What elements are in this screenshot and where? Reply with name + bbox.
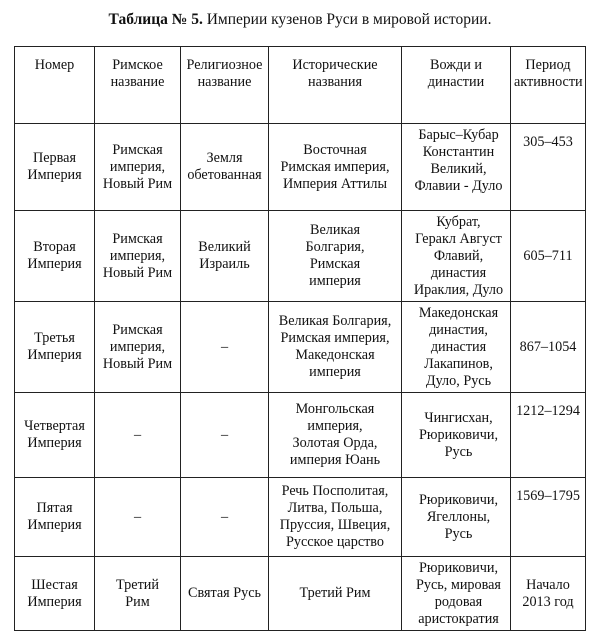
header-historical-names: Исторические названия [269,47,402,124]
table-row [15,557,586,631]
empires-table [14,46,586,631]
cell-historical-names: Великая Болгария, Римская империя, Македонская империя [269,302,402,393]
cell-number: Вторая Империя [15,211,95,302]
cell-number: Четвертая Империя [15,393,95,478]
cell-religious-name: Святая Русь [181,557,269,631]
cell-roman-name: – [95,393,181,478]
caption-text: Империи кузенов Руси в мировой истории. [202,11,492,28]
cell-roman-name: Третий Рим [95,557,181,631]
cell-number: Третья Империя [15,302,95,393]
cell-religious-name: Великий Израиль [181,211,269,302]
table-row [15,302,586,393]
header-roman-name: Римское название [95,47,181,124]
cell-historical-names: Восточная Римская империя, Империя Аттилы [269,124,402,211]
caption-number: Таблица № 5. [108,11,203,28]
cell-roman-name: Римская империя, Новый Рим [95,211,181,302]
cell-period: 867–1054 [511,302,586,393]
cell-historical-names: Речь Посполитая, Литва, Польша, Пруссия, Швеция, Русское царство [269,478,402,557]
cell-number: Шестая Империя [15,557,95,631]
header-period: Период активности [511,47,586,124]
cell-number: Пятая Империя [15,478,95,557]
cell-leaders-dynasties: Чингисхан, Рюриковичи, Русь [402,393,511,478]
cell-leaders-dynasties: Рюриковичи, Ягеллоны, Русь [402,478,511,557]
cell-period: 1212–1294 [511,393,586,478]
cell-historical-names: Великая Болгария, Римская империя [269,211,402,302]
cell-roman-name: Римская империя, Новый Рим [95,124,181,211]
header-religious-name: Религиозное название [181,47,269,124]
cell-period: Начало 2013 год [511,557,586,631]
table-caption [0,10,600,30]
table-row [15,124,586,211]
table-row [15,393,586,478]
cell-religious-name: Земля обетованная [181,124,269,211]
cell-period: 305–453 [511,124,586,211]
cell-historical-names: Монгольская империя, Золотая Орда, империя Юань [269,393,402,478]
cell-religious-name: – [181,302,269,393]
cell-leaders-dynasties: Кубрат, Геракл Август Флавий, династия Ираклия, Дуло [402,211,511,302]
cell-historical-names: Третий Рим [269,557,402,631]
cell-religious-name: – [181,393,269,478]
table-row [15,211,586,302]
cell-leaders-dynasties: Македонская династия, династия Лакапинов, Дуло, Русь [402,302,511,393]
header-number: Номер [15,47,95,124]
header-leaders-dynasties: Вожди и династии [402,47,511,124]
table-row [15,478,586,557]
cell-roman-name: Римская империя, Новый Рим [95,302,181,393]
header-row [15,47,586,124]
cell-period: 1569–1795 [511,478,586,557]
cell-period: 605–711 [511,211,586,302]
cell-religious-name: – [181,478,269,557]
cell-leaders-dynasties: Барыс–Кубар Константин Великий, Флавии - Дуло [402,124,511,211]
cell-roman-name: – [95,478,181,557]
cell-leaders-dynasties: Рюриковичи, Русь, мировая родовая аристократия [402,557,511,631]
cell-number: Первая Империя [15,124,95,211]
